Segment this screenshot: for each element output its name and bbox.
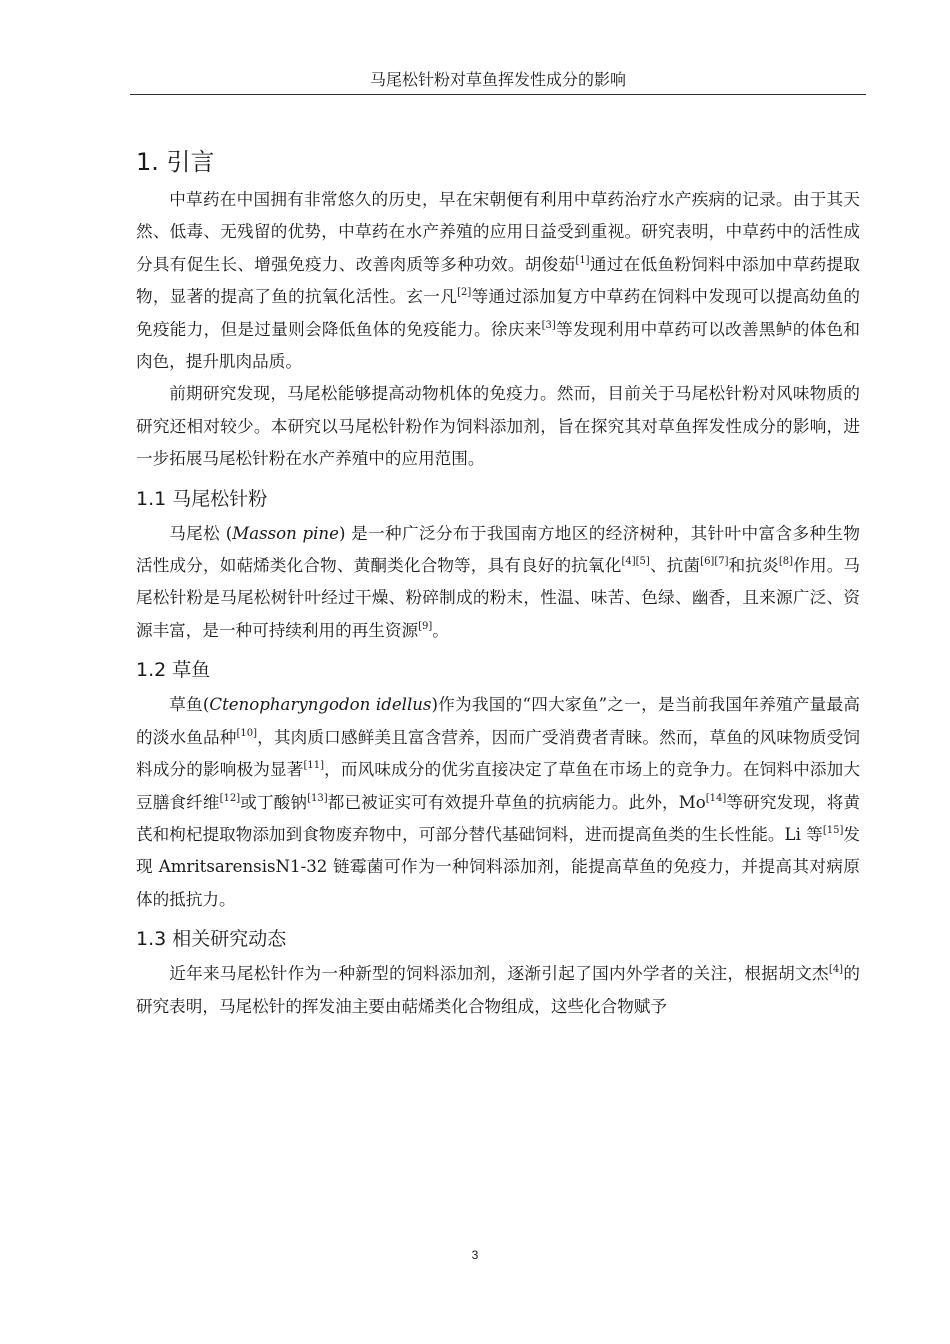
citation: [4]: [828, 964, 844, 976]
citation: [2]: [457, 287, 472, 299]
citation: [6][7]: [700, 556, 729, 568]
citation: [13]: [307, 792, 328, 804]
citation: [11]: [303, 760, 325, 772]
page-number: 3: [471, 1248, 479, 1262]
section-heading-grass-carp: 1.2 草鱼: [136, 659, 211, 682]
citation: [14]: [705, 792, 727, 804]
citation: [8]: [778, 556, 794, 568]
section-heading-introduction: 1. 引言: [136, 148, 215, 176]
section-heading-masson-pine: 1.1 马尾松针粉: [136, 487, 268, 510]
paragraph-intro-2: 前期研究发现，马尾松能够提高动物机体的免疫力。然而，目前关于马尾松针粉对风味物质的研究还相对较少。本研究以马尾松针粉作为饲料添加剂，旨在探究其对草鱼挥发性成分的影响，进一步拓展马尾松针粉在水产养殖中的应用范围。: [136, 384, 860, 469]
running-header: 马尾松针粉对草鱼挥发性成分的影响: [130, 70, 866, 95]
citation: [3]: [541, 319, 556, 331]
citation: [4][5]: [621, 556, 650, 568]
citation: [9]: [418, 620, 433, 632]
section-heading-research-trends: 1.3 相关研究动态: [136, 928, 287, 951]
paragraph-masson-pine: 马尾松 (Masson pine) 是一种广泛分布于我国南方地区的经济树种，其针叶中富含多种生物活性成分，如萜烯类化合物、黄酮类化合物等，具有良好的抗氧化[4][5]、抗菌[6][7]和抗炎[8]作用。马尾松针粉是马尾松树针叶经过干燥、粉碎制成的粉末，性温、味苦、色绿、幽香，且来源广泛、资源丰富，是一种可持续利用的再生资源[9]。: [136, 523, 861, 640]
paragraph-grass-carp: 草鱼(Ctenopharyngodon idellus)作为我国的“四大家鱼”之一，是当前我国年养殖产量最高的淡水鱼品种[10]，其肉质口感鲜美且富含营养，因而广受消费者青睐。然而，草鱼的风味物质受饲料成分的影响极为显著[11]，而风味成分的优劣直接决定了草鱼在市场上的竞争力。在饲料中添加大豆膳食纤维[12]或丁酸钠[13]都已被证实可有效提升草鱼的抗病能力。此外，Mo[14]等研究发现，将黄芪和枸杞提取物添加到食物废弃物中，可部分替代基础饲料，进而提高鱼类的生长性能。Li 等[15]发现 AmritsarensisN1-32 链霉菌可作为一种饲料添加剂，能提高草鱼的免疫力，并提高其对病原体的抵抗力。: [136, 695, 861, 909]
document-body: [136, 146, 860, 1023]
paragraph-research-trends: 近年来马尾松针作为一种新型的饲料添加剂，逐渐引起了国内外学者的关注，根据胡文杰[4]的研究表明，马尾松针的挥发油主要由萜烯类化合物组成，这些化合物赋予: [136, 964, 861, 1016]
paragraph-intro-1: 中草药在中国拥有非常悠久的历史，早在宋朝便有利用中草药治疗水产疾病的记录。由于其天然、低毒、无残留的优势，中草药在水产养殖的应用日益受到重视。研究表明，中草药中的活性成分具有促生长、增强免疫力、改善肉质等多种功效。胡俊茹[1]通过在低鱼粉饲料中添加中草药提取物，显著的提高了鱼的抗氧化活性。玄一凡[2]等通过添加复方中草药在饲料中发现可以提高幼鱼的免疫能力，但是过量则会降低鱼体的免疫能力。徐庆来[3]等发现利用中草药可以改善黑鲈的体色和肉色，提升肌肉品质。: [136, 190, 861, 372]
citation: [1]: [575, 254, 590, 266]
citation: [10]: [236, 727, 258, 739]
citation: [15]: [822, 824, 844, 836]
citation: [12]: [219, 792, 241, 804]
